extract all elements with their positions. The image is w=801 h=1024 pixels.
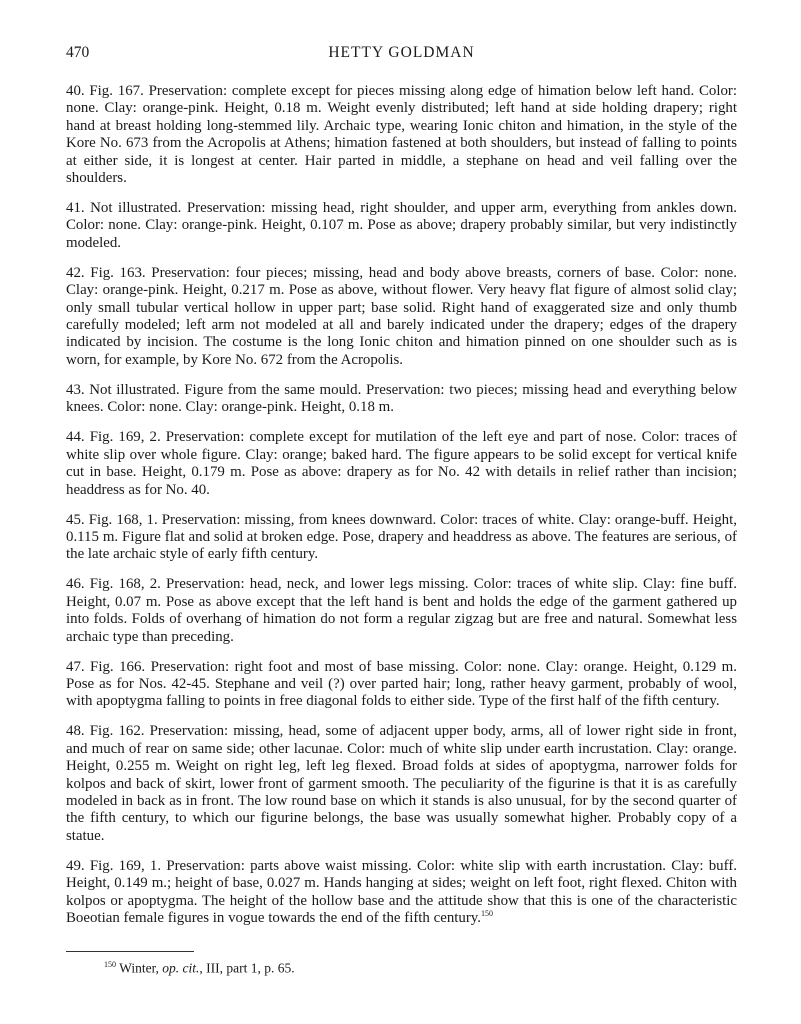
catalogue-entry-48 xyxy=(66,723,737,845)
entry-number: 48 xyxy=(66,723,81,740)
catalogue-entry-43 xyxy=(66,382,737,417)
footnote xyxy=(104,960,295,977)
footnote-citation-italic: op. cit. xyxy=(162,960,200,976)
entry-number: 47 xyxy=(66,658,81,675)
entry-number: 40 xyxy=(66,83,81,99)
catalogue-entry-45 xyxy=(66,512,737,564)
entry-number: 42 xyxy=(66,264,81,281)
entry-text: . Fig. 169, 1. Preservation: parts above waist missing. Color: white slip with earth incrustation. Clay: buff. Height, 0.149 m.; height of base, 0.027 m. Hands hanging at sides; weight on left foot, right flexed. Chiton with kolpos or apoptygma. The height of the hollow base and the attitude show that this is one of the characteristic Boeotian female figures in vogue towards the end of the fifth century. xyxy=(66,857,737,926)
catalogue-entry-40 xyxy=(66,83,737,187)
entry-text: . Not illustrated. Preservation: missing head, right shoulder, and upper arm, everything from ankles down. Color: none. Clay: orange-pink. Height, 0.107 m. Pose as above; drapery probably similar, but very indistinctly modeled. xyxy=(66,200,737,251)
entry-number: 43 xyxy=(66,381,81,398)
footnote-marker: 150 xyxy=(104,960,116,969)
entry-text: . Fig. 168, 2. Preservation: head, neck, and lower legs missing. Color: traces of white slip. Clay: fine buff. Height, 0.07 m. Pose as above except that the left hand is bent and holds the edge of the garment gathered up into folds. Folds of overhang of himation do not form a regular zigzag but are free and natural. Somewhat less archaic type than preceding. xyxy=(66,576,737,645)
catalogue-entry-44 xyxy=(66,429,737,499)
catalogue-entry-41 xyxy=(66,200,737,252)
page-number: 470 xyxy=(66,44,90,61)
entry-text: . Fig. 168, 1. Preservation: missing, from knees downward. Color: traces of white. Clay: orange-buff. Height, 0.115 m. Figure flat and solid at broken edge. Pose, drapery and headdress as above. The features are serious, of the late archaic style of early fifth century. xyxy=(66,511,737,563)
entry-text: . Fig. 163. Preservation: four pieces; missing, head and body above breasts, corners of base. Color: none. Clay: orange-pink. Height, 0.217 m. Pose as above, without flower. Very heavy flat figure of almost solid clay; only small tubular vertical hollow in upper part; base solid. Right hand of exaggerated size and only thumb carefully modeled; left arm not modeled at all and barely indicated under the drapery; edges of the drapery indicated by incision. The costume is the long Ionic chiton and himation pinned on one shoulder such as is worn, for example, by Kore No. 672 from the Acropolis. xyxy=(66,264,737,368)
catalogue-entry-49 xyxy=(66,858,737,928)
entry-number: 44 xyxy=(66,429,81,446)
footnote-divider xyxy=(66,951,194,952)
catalogue-entries xyxy=(66,83,737,940)
entry-number: 46 xyxy=(66,576,81,593)
entry-number: 41 xyxy=(66,200,81,217)
footnote-text-after: , III, part 1, p. 65. xyxy=(199,960,295,976)
catalogue-entry-47 xyxy=(66,659,737,711)
entry-text: . Fig. 162. Preservation: missing, head, some of adjacent upper body, arms, all of lower right side in front, and much of rear on same side; other lacunae. Color: much of white slip under earth incrustation. Clay: orange. Height, 0.255 m. Weight on right leg, left leg flexed. Broad folds at sides of apoptygma, narrower folds for kolpos and back of skirt, lower front of garment smooth. The peculiarity of the figurine is that it is as carefully modeled in back as in front. The low round base on which it stands is also unusual, for by the second quarter of the fifth century, to which our figurine belongs, the base was usually somewhat higher. Probably copy of a statue. xyxy=(66,723,737,844)
entry-number: 45 xyxy=(66,511,81,528)
page-header xyxy=(66,44,737,66)
entry-number: 49 xyxy=(66,857,81,874)
catalogue-entry-42 xyxy=(66,265,737,369)
entry-text: . Not illustrated. Figure from the same mould. Preservation: two pieces; missing head and everything below knees. Color: none. Clay: orange-pink. Height, 0.18 m. xyxy=(66,381,737,416)
running-head: HETTY GOLDMAN xyxy=(328,44,475,61)
footnote-reference: 150 xyxy=(481,909,494,919)
catalogue-entry-46 xyxy=(66,576,737,646)
entry-text: . Fig. 167. Preservation: complete except for pieces missing along edge of himation below left hand. Color: none. Clay: orange-pink. Height, 0.18 m. Weight evenly distributed; left hand at side holding drapery; right hand at breast holding long-stemmed lily. Archaic type, wearing Ionic chiton and himation, in the style of the Kore No. 673 from the Acropolis at Athens; himation fastened at both shoulders, but instead of falling to points at either side, it is longest at center. Hair parted in middle, a stephane on head and veil falling over the shoulders. xyxy=(66,83,737,187)
entry-text: . Fig. 166. Preservation: right foot and most of base missing. Color: none. Clay: orange. Height, 0.129 m. Pose as for Nos. 42-45. Stephane and veil (?) over parted hair; long, rather heavy garment, probably of wool, with apoptygma falling to points in free diagonal folds to either side. Type of the first half of the fifth century. xyxy=(66,658,737,710)
entry-text: . Fig. 169, 2. Preservation: complete except for mutilation of the left eye and part of nose. Color: traces of white slip over whole figure. Clay: orange; baked hard. The figure appears to be solid except for vertical knife cut in base. Height, 0.179 m. Pose as above: drapery as for No. 42 with details in relief rather than incision; headdress as for No. 40. xyxy=(66,429,737,498)
footnote-text-before: Winter, xyxy=(116,960,163,976)
